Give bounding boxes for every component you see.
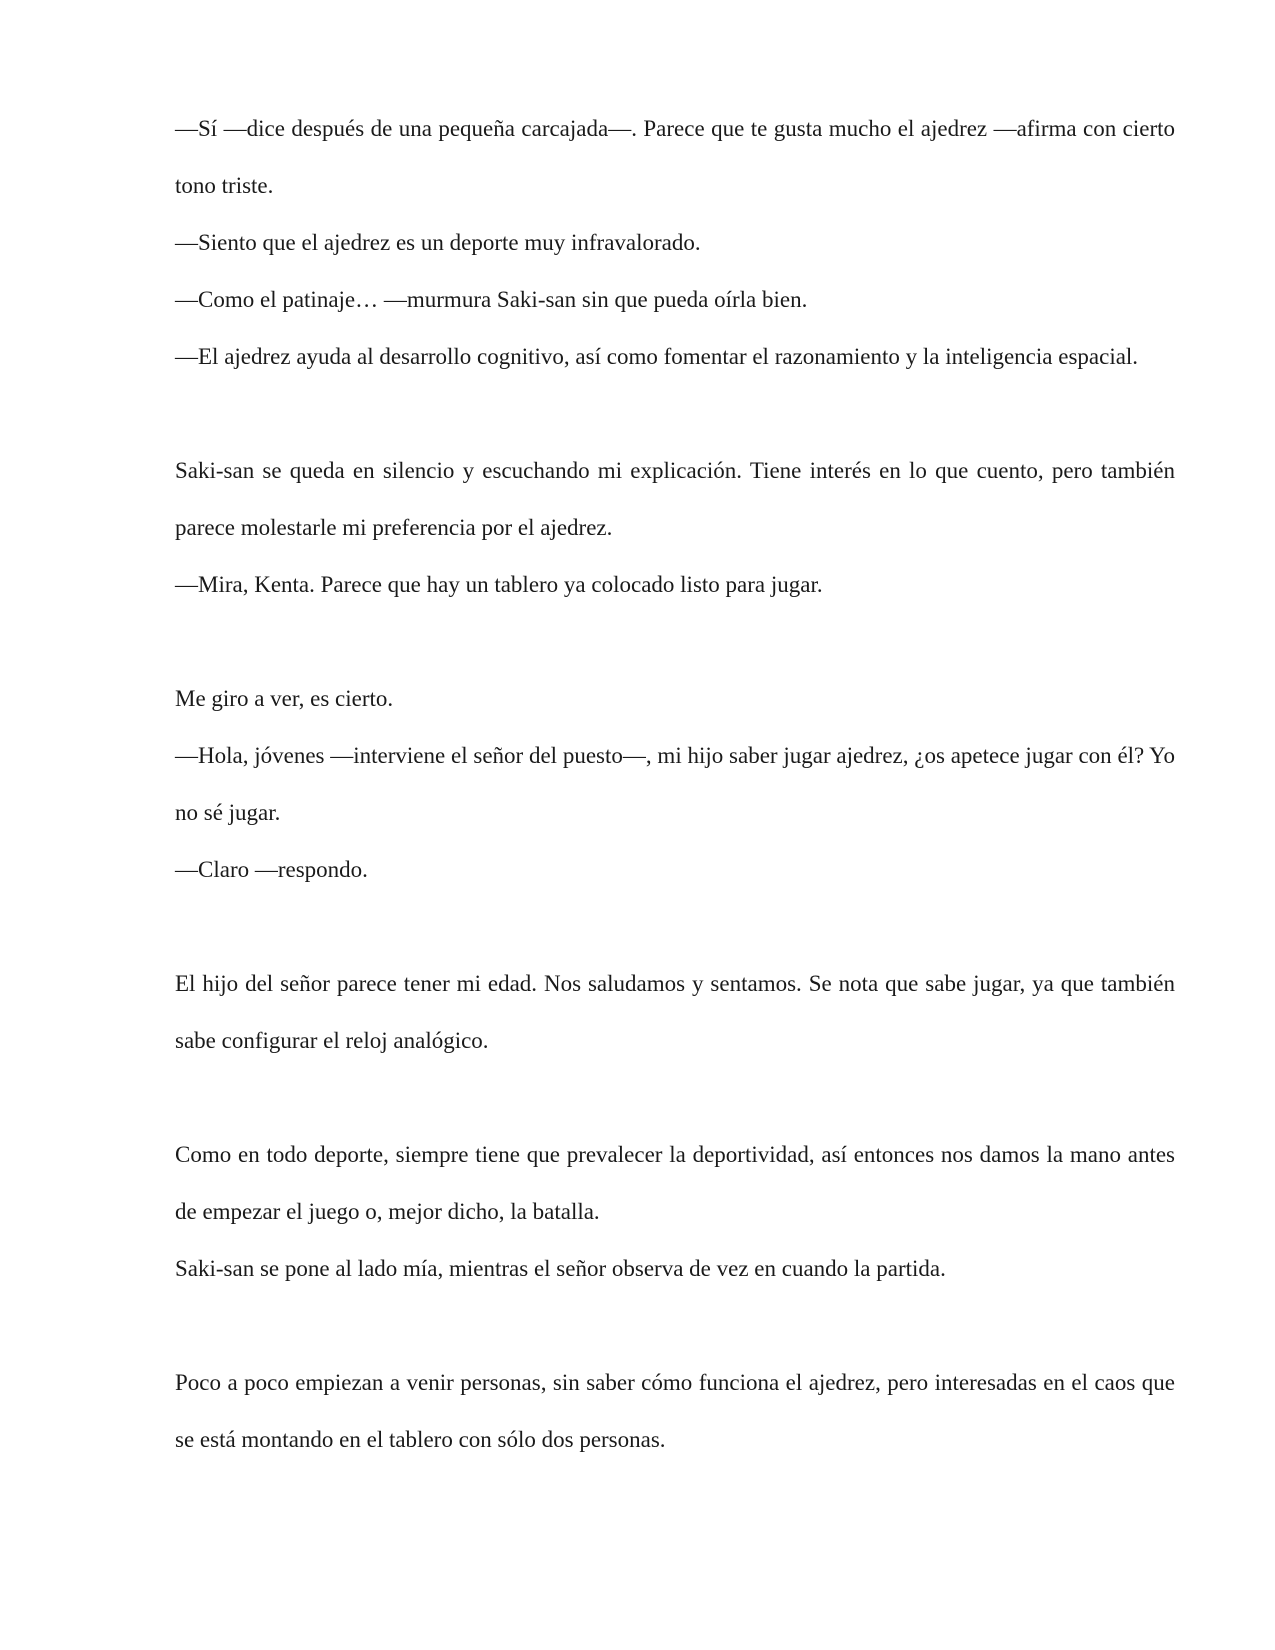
- paragraph: Me giro a ver, es cierto.: [175, 686, 394, 711]
- paragraph: Como en todo deporte, siempre tiene que prevalecer la deportividad, así entonces nos damos la mano antes de empezar el juego o, mejor dicho, la batalla.: [175, 1142, 1175, 1224]
- paragraph: —Como el patinaje… —murmura Saki-san sin que pueda oírla bien.: [175, 287, 808, 312]
- paragraph-gap: [175, 1069, 1175, 1126]
- paragraph: —Mira, Kenta. Parece que hay un tablero ya colocado listo para jugar.: [175, 572, 823, 597]
- paragraph: Saki-san se pone al lado mía, mientras el señor observa de vez en cuando la partida.: [175, 1256, 946, 1281]
- paragraph: —Siento que el ajedrez es un deporte muy infravalorado.: [175, 230, 701, 255]
- paragraph: Saki-san se queda en silencio y escuchando mi explicación. Tiene interés en lo que cuento, pero también parece molestarle mi preferencia por el ajedrez.: [175, 458, 1175, 540]
- paragraph: Poco a poco empiezan a venir personas, sin saber cómo funciona el ajedrez, pero interesadas en el caos que se está montando en el tablero con sólo dos personas.: [175, 1370, 1175, 1452]
- paragraph: —Hola, jóvenes —interviene el señor del puesto—, mi hijo saber jugar ajedrez, ¿os apetece jugar con él? Yo no sé jugar.: [175, 743, 1175, 825]
- paragraph-gap: [175, 385, 1175, 442]
- paragraph: El hijo del señor parece tener mi edad. Nos saludamos y sentamos. Se nota que sabe jugar, ya que también sabe configurar el reloj analógico.: [175, 971, 1175, 1053]
- paragraph-gap: [175, 613, 1175, 670]
- paragraph: —Sí —dice después de una pequeña carcajada—. Parece que te gusta mucho el ajedrez —afirma con cierto tono triste.: [175, 116, 1175, 198]
- paragraph-gap: [175, 898, 1175, 955]
- paragraph: —Claro —respondo.: [175, 857, 368, 882]
- paragraph: —El ajedrez ayuda al desarrollo cognitivo, así como fomentar el razonamiento y la inteligencia espacial.: [175, 344, 1139, 369]
- document-page: [175, 100, 1175, 1468]
- paragraph-gap: [175, 1297, 1175, 1354]
